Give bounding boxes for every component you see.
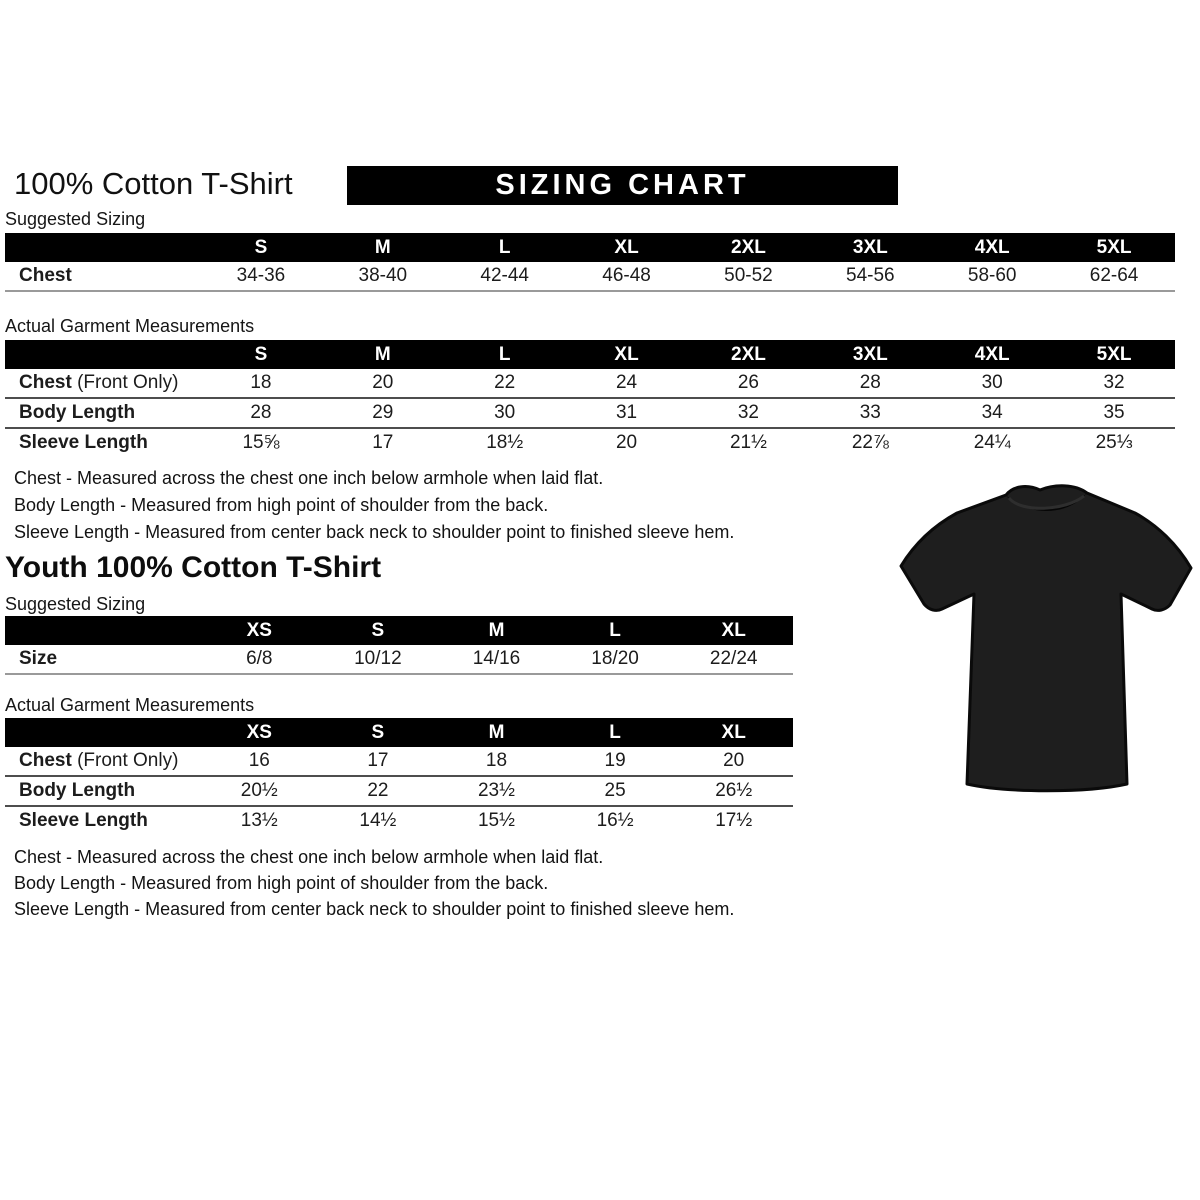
measurement-cell: 35: [1053, 398, 1175, 428]
note-line: Body Length - Measured from high point of shoulder from the back.: [14, 873, 549, 893]
measurement-cell: 17: [372, 432, 394, 453]
youth-measurement-notes: [14, 844, 734, 922]
measurement-cell: 15½: [477, 810, 515, 831]
header-cell-empty: [5, 340, 200, 369]
size-column-header: 5XL: [1053, 340, 1175, 369]
measurement-cell: 32: [1053, 369, 1175, 398]
row-label: Chest (Front Only): [5, 369, 200, 398]
measurement-cell: 15⅝: [242, 432, 280, 453]
header-row: [5, 340, 1175, 369]
measurement-cell: 18: [200, 369, 322, 398]
measurement-cell: 22: [319, 776, 438, 806]
measurement-cell: 30: [931, 369, 1053, 398]
size-column-header: M: [322, 233, 444, 262]
size-column-header: M: [437, 616, 556, 645]
measurement-cell: 50-52: [688, 262, 810, 291]
measurement-cell: 54-56: [809, 262, 931, 291]
header-row: [5, 616, 793, 645]
measurement-cell: 34: [931, 398, 1053, 428]
measurement-cell: 25⅓: [1095, 432, 1133, 453]
size-column-header: 4XL: [931, 233, 1053, 262]
measurement-cell: 16: [200, 747, 319, 776]
youth-suggested-section-label: Suggested Sizing: [5, 594, 146, 614]
table-row: [5, 262, 1175, 291]
measurement-cell: 24: [566, 369, 688, 398]
measurement-cell: 29: [322, 398, 444, 428]
note-line: Chest - Measured across the chest one inch below armhole when laid flat.: [14, 847, 604, 867]
measurement-cell: 6/8: [200, 645, 319, 674]
measurement-cell: 22⅞: [851, 432, 889, 453]
measurement-cell: 18/20: [556, 645, 675, 674]
table-row-sleeve-length: [5, 428, 1175, 457]
adult-actual-table: [5, 340, 1175, 457]
adult-actual-section-label: Actual Garment Measurements: [5, 316, 255, 336]
size-column-header: M: [322, 340, 444, 369]
header-row: [5, 718, 793, 747]
row-label-suffix: (Front Only): [77, 372, 179, 393]
row-label: Sleeve Length: [19, 810, 148, 831]
size-column-header: S: [319, 718, 438, 747]
table-row-size: [5, 645, 793, 674]
size-column-header: XL: [674, 718, 793, 747]
row-label: Body Length: [5, 398, 200, 428]
note-line: Chest - Measured across the chest one inch below armhole when laid flat.: [14, 468, 604, 488]
measurement-cell: 26: [688, 369, 810, 398]
measurement-cell: 32: [688, 398, 810, 428]
size-column-header: M: [437, 718, 556, 747]
measurement-cell: 18: [437, 747, 556, 776]
header-cell-empty: [5, 233, 200, 262]
size-column-header: XL: [566, 340, 688, 369]
measurement-cell: 26½: [674, 776, 793, 806]
size-column-header: 5XL: [1053, 233, 1175, 262]
black-tshirt-icon: [895, 482, 1195, 807]
note-line: Sleeve Length - Measured from center back neck to shoulder point to finished sleeve hem.: [14, 522, 735, 542]
adult-suggested-table: [5, 233, 1175, 292]
size-column-header: XL: [566, 233, 688, 262]
measurement-cell: 17½: [715, 810, 753, 831]
size-column-header: L: [556, 616, 675, 645]
measurement-cell: 20: [322, 369, 444, 398]
table-row-chest: [5, 369, 1175, 398]
measurement-cell: 42-44: [444, 262, 566, 291]
measurement-cell: 28: [200, 398, 322, 428]
size-column-header: 3XL: [809, 340, 931, 369]
size-column-header: 3XL: [809, 233, 931, 262]
row-label: Size: [5, 645, 200, 674]
adult-measurement-notes: [14, 465, 734, 546]
measurement-cell: 19: [556, 747, 675, 776]
measurement-cell: 33: [809, 398, 931, 428]
youth-section-title: Youth 100% Cotton T-Shirt: [5, 551, 382, 584]
measurement-cell: 16½: [596, 810, 634, 831]
measurement-cell: 20½: [200, 776, 319, 806]
size-column-header: S: [200, 233, 322, 262]
row-label: Chest (Front Only): [5, 747, 200, 776]
measurement-cell: 14/16: [437, 645, 556, 674]
youth-suggested-table: [5, 616, 793, 675]
table-row-chest: [5, 747, 793, 776]
measurement-cell: 28: [809, 369, 931, 398]
size-column-header: 4XL: [931, 340, 1053, 369]
size-column-header: XL: [674, 616, 793, 645]
table-row-sleeve-length: [5, 806, 793, 835]
size-column-header: L: [444, 340, 566, 369]
measurement-cell: 17: [319, 747, 438, 776]
header-cell-empty: [5, 616, 200, 645]
youth-actual-section-label: Actual Garment Measurements: [5, 695, 255, 715]
row-label: Chest: [5, 262, 200, 291]
measurement-cell: 62-64: [1053, 262, 1175, 291]
measurement-cell: 24¼: [973, 432, 1011, 453]
measurement-cell: 46-48: [566, 262, 688, 291]
page-title: 100% Cotton T-Shirt: [14, 166, 293, 201]
adult-suggested-section-label: Suggested Sizing: [5, 209, 146, 229]
table-row-body-length: [5, 398, 1175, 428]
measurement-cell: 13½: [240, 810, 278, 831]
measurement-cell: 21½: [729, 432, 767, 453]
youth-actual-table: [5, 718, 793, 835]
size-column-header: L: [444, 233, 566, 262]
note-line: Sleeve Length - Measured from center back neck to shoulder point to finished sleeve hem.: [14, 899, 735, 919]
size-column-header: S: [200, 340, 322, 369]
measurement-cell: 20: [674, 747, 793, 776]
size-column-header: 2XL: [688, 233, 810, 262]
measurement-cell: 25: [556, 776, 675, 806]
measurement-cell: 14½: [359, 810, 397, 831]
row-label: Sleeve Length: [19, 432, 148, 453]
table-row-body-length: [5, 776, 793, 806]
header-cell-empty: [5, 718, 200, 747]
measurement-cell: 38-40: [322, 262, 444, 291]
measurement-cell: 34-36: [200, 262, 322, 291]
header-row: [5, 233, 1175, 262]
size-column-header: XS: [200, 616, 319, 645]
measurement-cell: 58-60: [931, 262, 1053, 291]
measurement-cell: 10/12: [319, 645, 438, 674]
tshirt-photo: [895, 482, 1195, 807]
note-line: Body Length - Measured from high point of shoulder from the back.: [14, 495, 549, 515]
measurement-cell: 22/24: [674, 645, 793, 674]
row-label-suffix: (Front Only): [77, 750, 179, 771]
measurement-cell: 18½: [486, 432, 524, 453]
measurement-cell: 23½: [437, 776, 556, 806]
measurement-cell: 22: [444, 369, 566, 398]
measurement-cell: 31: [566, 398, 688, 428]
size-column-header: S: [319, 616, 438, 645]
size-column-header: L: [556, 718, 675, 747]
size-column-header: 2XL: [688, 340, 810, 369]
sizing-chart-banner: SIZING CHART: [347, 166, 898, 205]
size-column-header: XS: [200, 718, 319, 747]
row-label: Body Length: [5, 776, 200, 806]
measurement-cell: 30: [444, 398, 566, 428]
measurement-cell: 20: [615, 432, 638, 453]
